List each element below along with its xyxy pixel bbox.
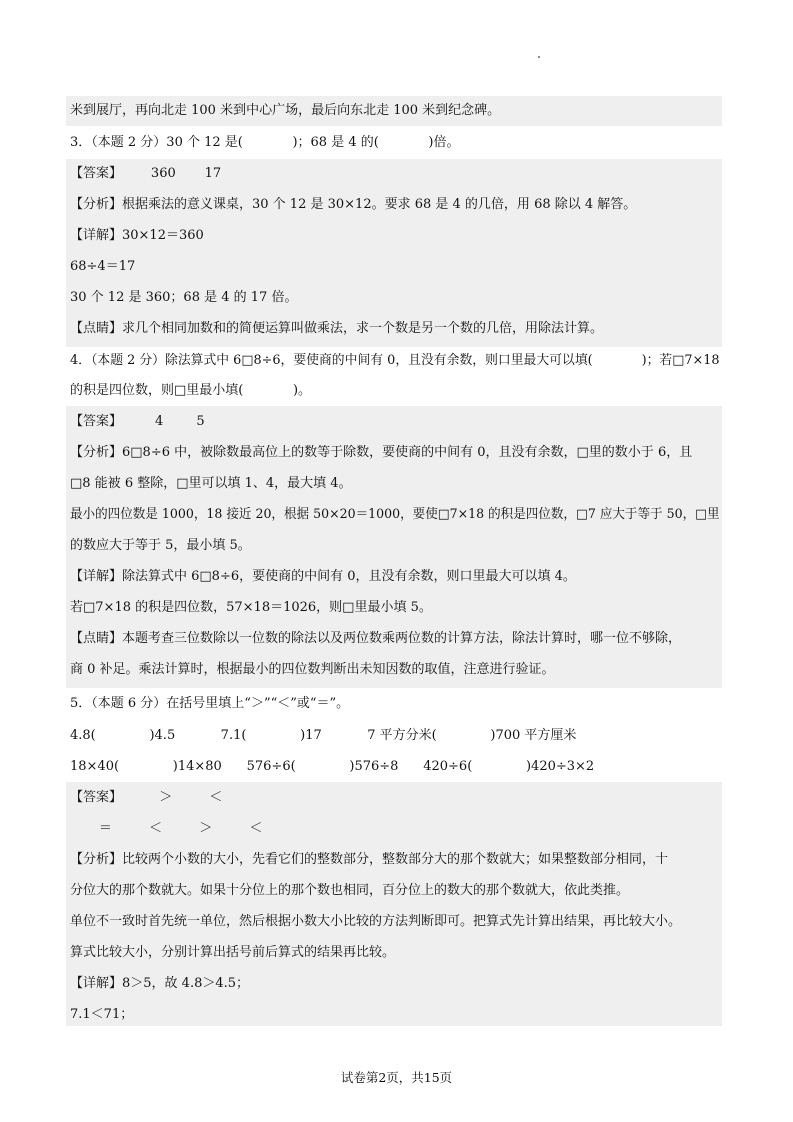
text-line: 最小的四位数是 1000，18 接近 20，根据 50×20＝1000，要使□7×18 的积是四位数，□7 应大于等于 50，□里 — [70, 507, 720, 522]
detail-line: 【详解】除法算式中 6□8÷6，要使商的中间有 0，且没有余数，则口里最大可以填 4。 — [70, 569, 576, 584]
answer-line: 【答案】 360 17 — [70, 166, 222, 181]
text-line: 的数应大于等于 5，最小填 5。 — [70, 538, 251, 553]
answer-line-cont: ＝ ＜ ＞ ＜ — [70, 821, 263, 836]
text-line: 算式比较大小，分别计算出括号前后算式的结果再比较。 — [70, 945, 396, 960]
analysis-line: 【分析】比较两个小数的大小，先看它们的整数部分，整数部分大的那个数就大；如果整数部分相同，十 — [70, 852, 669, 867]
detail-line: 【详解】8＞5，故 4.8＞4.5； — [70, 976, 250, 991]
answer-line: 【答案】 4 5 — [70, 414, 205, 429]
answer-line: 【答案】 ＞ ＜ — [70, 790, 223, 805]
key-point-line: 【点睛】本题考查三位数除以一位数的除法以及两位数乘两位数的计算方法，除法计算时，哪一位不够除， — [70, 631, 682, 646]
text-line: 若□7×18 的积是四位数，57×18＝1026，则□里最小填 5。 — [70, 600, 432, 615]
question-4: 4．（本题 2 分）除法算式中 6□8÷6，要使商的中间有 0，且没有余数，则口里最大可以填( )；若□7×18 — [70, 353, 720, 368]
question-5-items-row2: 18×40( )14×80 576÷6( )576÷8 420÷6( )420÷3×2 — [70, 759, 595, 774]
text-line: □8 能被 6 整除，□里可以填 1、4，最大填 4。 — [70, 476, 352, 491]
text-line: 分位大的那个数就大。如果十分位上的那个数也相同，百分位上的数大的那个数就大，依此类推。 — [70, 883, 630, 898]
question-3: 3．（本题 2 分）30 个 12 是( )；68 是 4 的( )倍。 — [70, 135, 460, 150]
analysis-line: 【分析】6□8÷6 中，被除数最高位上的数等于除数，要使商的中间有 0，且没有余数，□里的数小于 6，且 — [70, 445, 693, 460]
text-line: 米到展厅，再向北走 100 米到中心广场，最后向东北走 100 米到纪念碑。 — [70, 103, 501, 118]
corner-dot — [538, 56, 540, 58]
text-line: 7.1＜71； — [70, 1007, 134, 1022]
question-5-items-row1: 4.8( )4.5 7.1( )17 7 平方分米( )700 平方厘米 — [70, 728, 577, 743]
text-line: 单位不一致时首先统一单位，然后根据小数大小比较的方法判断即可。把算式先计算出结果，再比较大小。 — [70, 914, 682, 929]
key-point-line: 【点睛】求几个相同加数和的简便运算叫做乘法，求一个数是另一个数的几倍，用除法计算。 — [70, 321, 604, 336]
question-4-cont: 的积是四位数，则□里最小填( )。 — [70, 383, 312, 398]
detail-line: 【详解】30×12＝360 — [70, 228, 204, 243]
question-5: 5．（本题 6 分）在括号里填上“＞”“＜”或“＝”。 — [70, 696, 350, 711]
text-line: 商 0 补足。乘法计算时，根据最小的四位数判断出未知因数的取值，注意进行验证。 — [70, 662, 555, 677]
analysis-line: 【分析】根据乘法的意义课桌，30 个 12 是 30×12。要求 68 是 4 的几倍，用 68 除以 4 解答。 — [70, 197, 637, 212]
text-line: 68÷4＝17 — [70, 259, 136, 274]
page-footer: 试卷第2页，共15页 — [340, 1070, 453, 1085]
text-line: 30 个 12 是 360；68 是 4 的 17 倍。 — [70, 290, 298, 305]
